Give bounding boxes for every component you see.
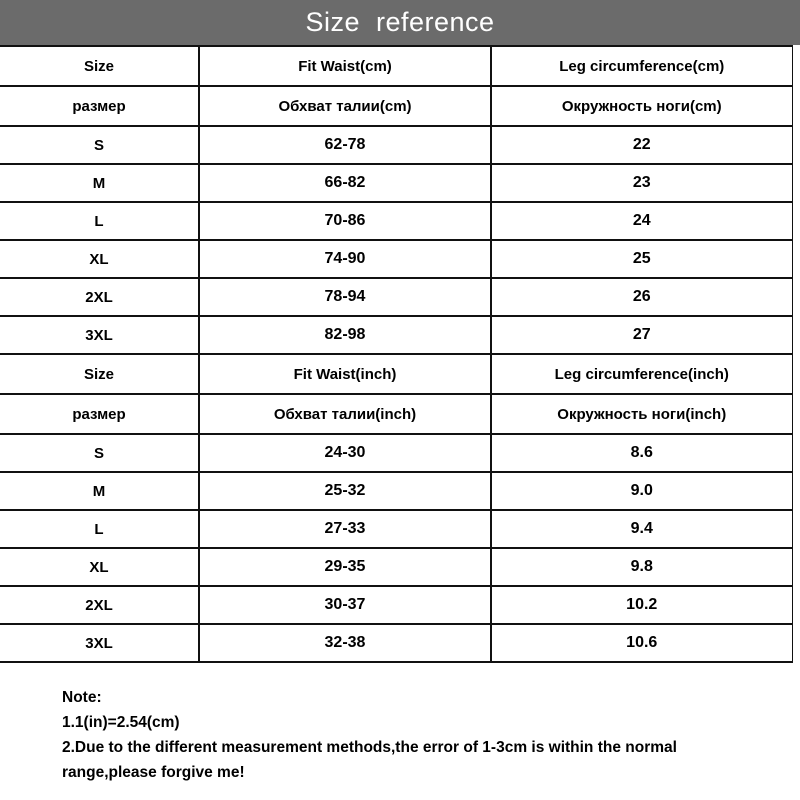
- header-cell-waist-ru: Обхват талии(cm): [199, 86, 491, 126]
- cell-size: 2XL: [0, 586, 199, 624]
- cell-waist: 30-37: [199, 586, 491, 624]
- table-row: [0, 548, 792, 586]
- cell-leg: 25: [491, 240, 792, 278]
- cell-waist: 29-35: [199, 548, 491, 586]
- cell-leg: 26: [491, 278, 792, 316]
- cell-waist: 74-90: [199, 240, 491, 278]
- size-reference-table: [0, 45, 793, 663]
- cell-size: M: [0, 164, 199, 202]
- cell-waist: 25-32: [199, 472, 491, 510]
- table-row: [0, 586, 792, 624]
- cell-size: XL: [0, 240, 199, 278]
- header-cell-size-ru: размер: [0, 86, 199, 126]
- table-row: [0, 624, 792, 662]
- cell-leg: 9.0: [491, 472, 792, 510]
- cell-size: 3XL: [0, 316, 199, 354]
- cell-leg: 10.6: [491, 624, 792, 662]
- cell-waist: 62-78: [199, 126, 491, 164]
- table-row: [0, 316, 792, 354]
- table-row: [0, 472, 792, 510]
- table-header-row-inch-ru: [0, 394, 792, 434]
- cell-leg: 24: [491, 202, 792, 240]
- cell-leg: 9.8: [491, 548, 792, 586]
- cell-waist: 78-94: [199, 278, 491, 316]
- note-block: [0, 685, 800, 785]
- table-row: [0, 434, 792, 472]
- header-cell-size-ru: размер: [0, 394, 199, 434]
- cell-waist: 70-86: [199, 202, 491, 240]
- cell-waist: 24-30: [199, 434, 491, 472]
- table-row: [0, 164, 792, 202]
- table-row: [0, 126, 792, 164]
- header-cell-size: Size: [0, 354, 199, 394]
- header-cell-leg: Leg circumference(inch): [491, 354, 792, 394]
- header-cell-leg-ru: Окружность ноги(cm): [491, 86, 792, 126]
- header-cell-waist: Fit Waist(cm): [199, 46, 491, 86]
- cell-size: L: [0, 202, 199, 240]
- cell-leg: 8.6: [491, 434, 792, 472]
- cell-size: 3XL: [0, 624, 199, 662]
- cell-size: S: [0, 126, 199, 164]
- cell-size: S: [0, 434, 199, 472]
- cell-size: 2XL: [0, 278, 199, 316]
- table-header-row-inch-en: [0, 354, 792, 394]
- cell-size: L: [0, 510, 199, 548]
- header-cell-leg-ru: Окружность ноги(inch): [491, 394, 792, 434]
- header-cell-waist-ru: Обхват талии(inch): [199, 394, 491, 434]
- cell-size: XL: [0, 548, 199, 586]
- table-header-row-cm-en: [0, 46, 792, 86]
- cell-waist: 66-82: [199, 164, 491, 202]
- note-line-conversion: 1.1(in)=2.54(cm): [62, 714, 180, 732]
- table-row: [0, 202, 792, 240]
- cell-size: M: [0, 472, 199, 510]
- header-cell-size: Size: [0, 46, 199, 86]
- title-bar: [0, 0, 800, 45]
- table-row: [0, 240, 792, 278]
- note-line-tolerance: 2.Due to the different measurement methods,the error of 1-3cm is within the normal range,please forgive me!: [62, 739, 677, 782]
- page-title: Size reference: [305, 7, 495, 37]
- cell-leg: 9.4: [491, 510, 792, 548]
- note-heading: Note:: [62, 689, 102, 706]
- table-row: [0, 510, 792, 548]
- header-cell-leg: Leg circumference(cm): [491, 46, 792, 86]
- cell-leg: 10.2: [491, 586, 792, 624]
- header-cell-waist: Fit Waist(inch): [199, 354, 491, 394]
- table-header-row-cm-ru: [0, 86, 792, 126]
- cell-leg: 23: [491, 164, 792, 202]
- table-row: [0, 278, 792, 316]
- cell-waist: 82-98: [199, 316, 491, 354]
- cell-waist: 27-33: [199, 510, 491, 548]
- cell-leg: 27: [491, 316, 792, 354]
- cell-leg: 22: [491, 126, 792, 164]
- cell-waist: 32-38: [199, 624, 491, 662]
